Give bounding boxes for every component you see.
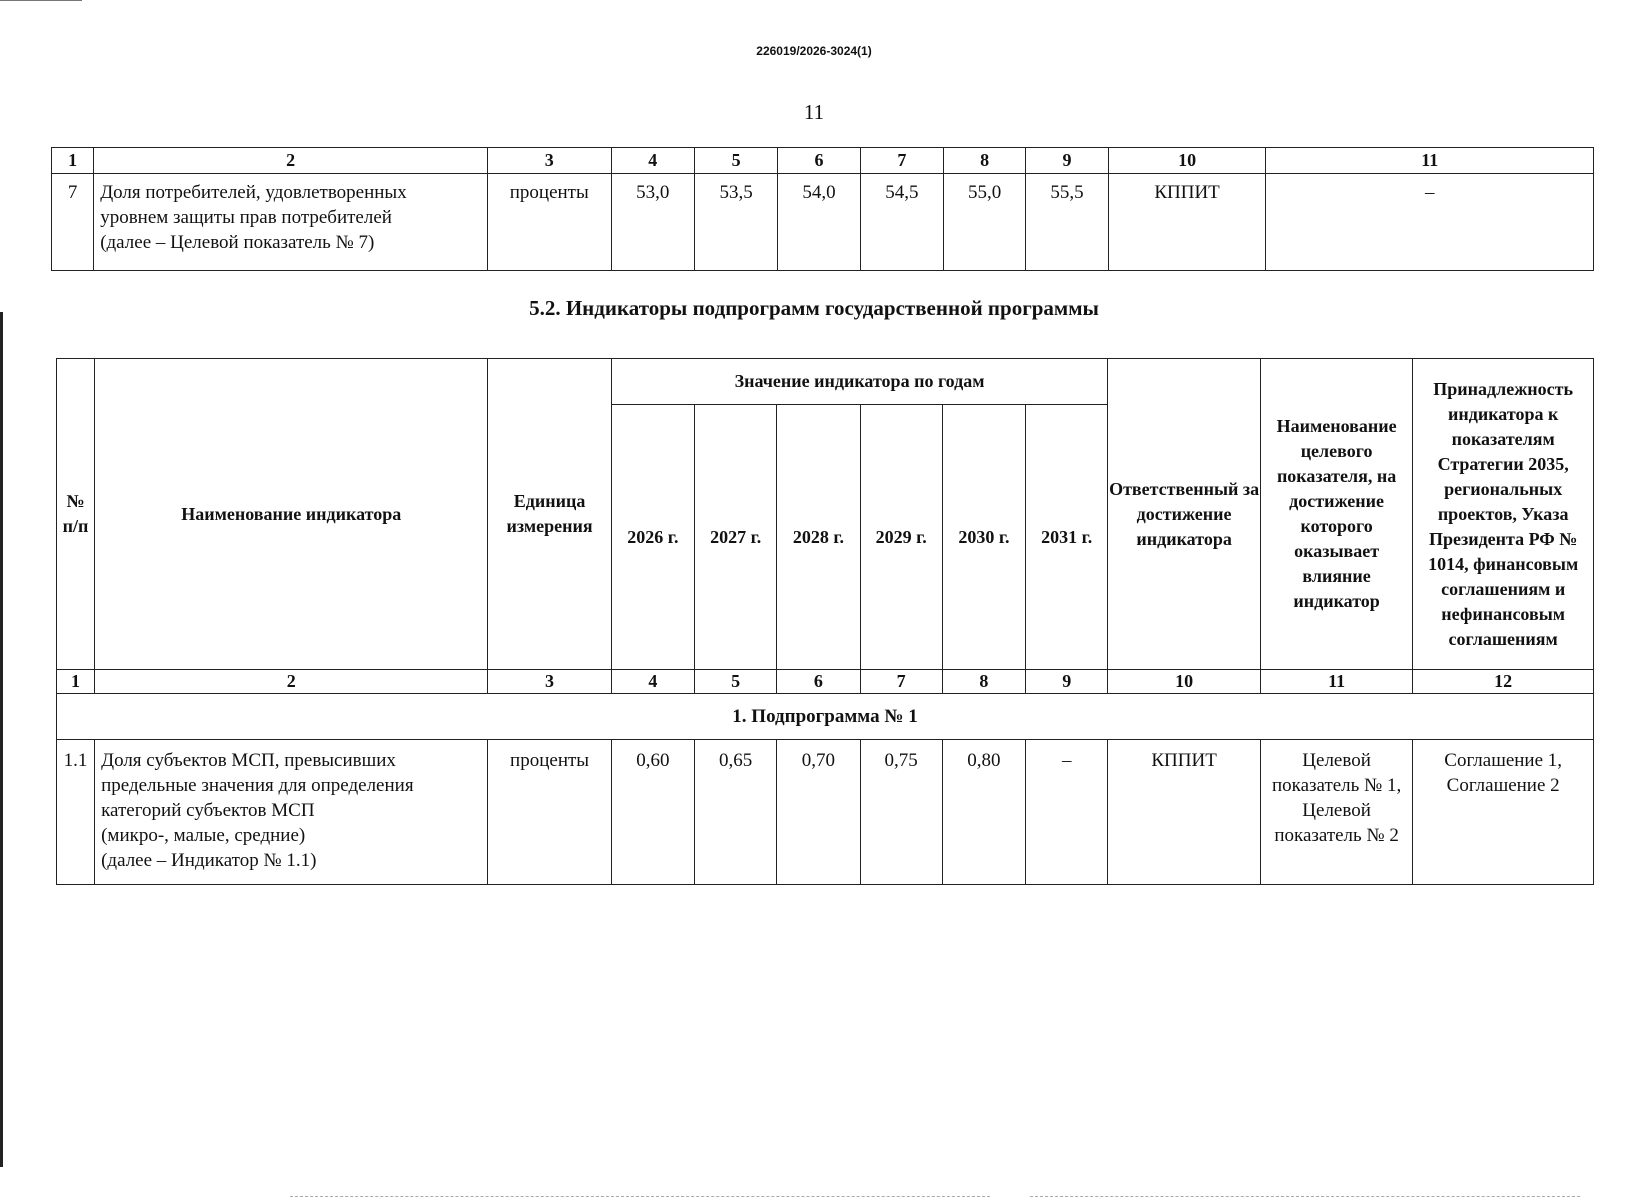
header-row [57, 359, 1594, 405]
value-cell: 0,75 [860, 740, 942, 885]
indicator-name-line: категорий субъектов МСП [101, 800, 315, 821]
col-number: 10 [1108, 148, 1266, 174]
header-unit: Единица измерения [488, 359, 611, 670]
value-cell: 53,0 [611, 174, 694, 271]
col-number: 9 [1026, 148, 1108, 174]
subprogram-row [57, 694, 1594, 740]
header-responsible: Ответственный за достижение индикатора [1108, 359, 1260, 670]
value-cell: 0,70 [777, 740, 860, 885]
column-number-row [52, 148, 1594, 174]
indicator-name-line: Доля потребителей, удовлетворенных [100, 182, 407, 203]
col-number: 7 [860, 148, 943, 174]
col-number: 12 [1413, 670, 1594, 694]
scan-bottom-line [1030, 1196, 1580, 1198]
value-cell: 55,5 [1026, 174, 1108, 271]
col-number: 5 [694, 148, 777, 174]
header-year: 2031 г. [1026, 405, 1108, 670]
value-cell: – [1026, 740, 1108, 885]
belonging-cell [1413, 740, 1594, 885]
target-line: Целевой [1302, 800, 1371, 821]
value-cell: 0,80 [942, 740, 1025, 885]
header-belonging: Принадлежность индикатора к показателям Стратегии 2035, региональных проектов, Указа Президента РФ № 1014, финансовым соглашениям и нефинансовым соглашениям [1413, 359, 1594, 670]
col-number: 8 [944, 148, 1026, 174]
row-number: 1.1 [57, 740, 95, 885]
responsible-cell: КППИТ [1108, 174, 1266, 271]
header-year: 2026 г. [611, 405, 694, 670]
col-number: 6 [777, 670, 860, 694]
row-number: 7 [52, 174, 94, 271]
header-year: 2029 г. [860, 405, 942, 670]
indicator-name-line: Доля субъектов МСП, превысивших [101, 750, 396, 771]
unit-cell: проценты [488, 740, 611, 885]
col-number: 2 [95, 670, 488, 694]
indicator-name-line: предельные значения для определения [101, 775, 414, 796]
header-year: 2028 г. [777, 405, 860, 670]
col-number: 11 [1260, 670, 1412, 694]
value-cell: 0,65 [695, 740, 777, 885]
indicator-name-line: (далее – Индикатор № 1.1) [101, 850, 317, 871]
value-cell: 53,5 [694, 174, 777, 271]
target-line: показатель № 1, [1271, 775, 1402, 796]
column-number-row [57, 670, 1594, 694]
subprogram-title: 1. Подпрограмма № 1 [57, 694, 1594, 740]
col-number: 8 [942, 670, 1025, 694]
header-target: Наименование целевого показателя, на достижение которого оказывает влияние индикатор [1260, 359, 1412, 670]
document-id: 226019/2026-3024(1) [756, 44, 872, 58]
value-cell: 54,0 [778, 174, 860, 271]
scan-bottom-line [290, 1196, 990, 1198]
value-cell: 55,0 [944, 174, 1026, 271]
header-name: Наименование индикатора [95, 359, 488, 670]
col-number: 6 [778, 148, 860, 174]
indicator-name-line: уровнем защиты прав потребителей [100, 207, 392, 228]
col-number: 10 [1108, 670, 1260, 694]
header-values-group: Значение индикатора по годам [611, 359, 1108, 405]
subprogram-indicators-table [56, 358, 1594, 885]
col-number: 1 [57, 670, 95, 694]
col-number: 4 [611, 670, 694, 694]
col-number: 9 [1026, 670, 1108, 694]
header-year: 2030 г. [942, 405, 1025, 670]
target-indicators-table [51, 147, 1594, 271]
responsible-cell: КППИТ [1108, 740, 1260, 885]
col-number: 3 [487, 148, 611, 174]
table-row [52, 174, 1594, 271]
col-number: 1 [52, 148, 94, 174]
indicator-name-line: (далее – Целевой показатель № 7) [100, 232, 375, 253]
target-line: показатель № 2 [1274, 825, 1399, 846]
belonging-line: Соглашение 1, [1444, 750, 1563, 771]
indicator-name [94, 174, 488, 271]
col-number: 2 [94, 148, 488, 174]
col-number: 4 [611, 148, 694, 174]
col-number: 3 [488, 670, 611, 694]
target-line: Целевой [1302, 750, 1371, 771]
col-number: 7 [860, 670, 942, 694]
unit-cell: проценты [487, 174, 611, 271]
indicator-name-line: (микро-, малые, средние) [101, 825, 306, 846]
header-year: 2027 г. [695, 405, 777, 670]
target-cell [1260, 740, 1412, 885]
value-cell: 0,60 [611, 740, 694, 885]
belonging-line: Соглашение 2 [1446, 775, 1560, 796]
scan-left-edge [0, 312, 3, 1167]
table-row [57, 740, 1594, 885]
page-number: 11 [803, 100, 825, 124]
value-cell: 54,5 [860, 174, 943, 271]
section-title: 5.2. Индикаторы подпрограмм государственной программы [529, 296, 1099, 320]
target-cell: – [1266, 174, 1594, 271]
col-number: 11 [1266, 148, 1594, 174]
header-num: № п/п [57, 359, 95, 670]
corner-scan-line [0, 0, 82, 1]
indicator-name [95, 740, 488, 885]
col-number: 5 [695, 670, 777, 694]
